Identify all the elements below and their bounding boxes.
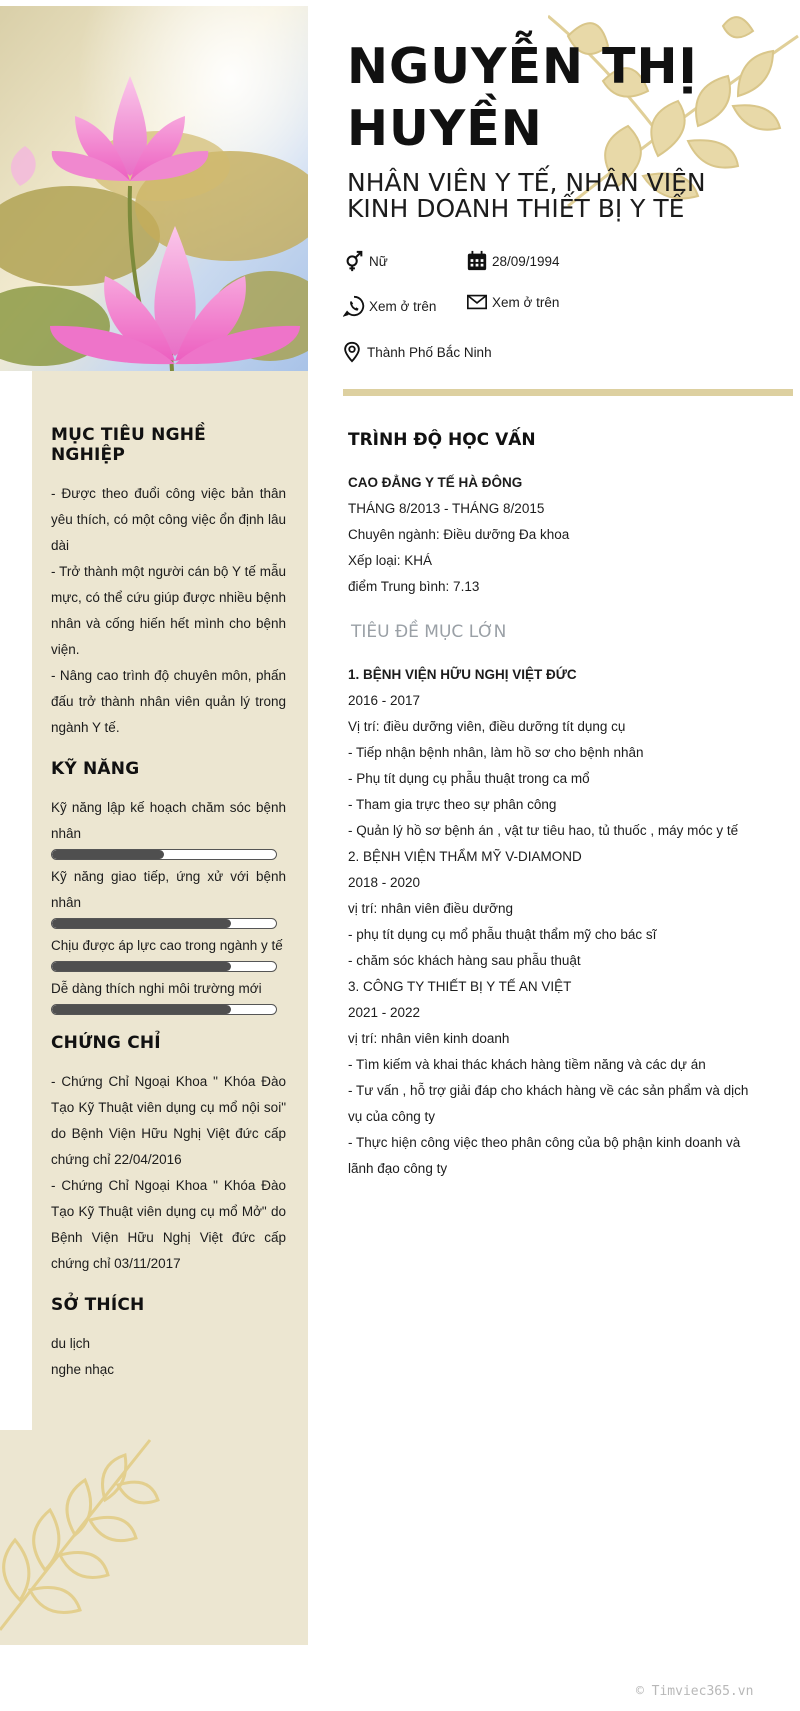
experience-line: 2021 - 2022 bbox=[348, 1005, 421, 1020]
experience-line: - Tư vấn , hỗ trợ giải đáp cho khách hàng về các sản phẩm và dịch vụ của công ty bbox=[348, 1083, 749, 1124]
skill-item bbox=[51, 795, 286, 860]
education-line: Chuyên ngành: Điều dưỡng Đa khoa bbox=[348, 527, 570, 542]
main-content bbox=[348, 430, 763, 1182]
skills-section bbox=[51, 759, 286, 1015]
name-line-2: HUYỀN bbox=[347, 100, 543, 157]
certificates-title: CHỨNG CHỈ bbox=[51, 1033, 161, 1053]
education-line: THÁNG 8/2013 - THÁNG 8/2015 bbox=[348, 501, 545, 516]
experience-title: TIÊU ĐỀ MỤC LỚN bbox=[351, 622, 507, 642]
experience-line: 2016 - 2017 bbox=[348, 693, 421, 708]
hobbies-title: SỞ THÍCH bbox=[51, 1295, 145, 1315]
education-line: điểm Trung bình: 7.13 bbox=[348, 579, 480, 594]
career-item: - Nâng cao trình độ chuyên môn, phấn đấu trở thành nhân viên quản lý trong ngành Y tế. bbox=[51, 668, 286, 735]
experience-line: vị trí: nhân viên kinh doanh bbox=[348, 1031, 510, 1046]
experience-line: - Quản lý hồ sơ bệnh án , vật tư tiêu hao, tủ thuốc , máy móc y tế bbox=[348, 823, 739, 838]
experience-line: - phụ tít dụng cụ mổ phẫu thuật thẩm mỹ cho bác sĩ bbox=[348, 927, 657, 942]
candidate-name bbox=[347, 36, 787, 160]
certificates-section bbox=[51, 1033, 286, 1277]
lotus-image bbox=[0, 6, 308, 371]
experience-line: Vị trí: điều dưỡng viên, điều dưỡng tít dụng cụ bbox=[348, 719, 626, 734]
phone-value: Xem ở trên bbox=[369, 298, 437, 314]
leaf-branch-icon bbox=[0, 1430, 308, 1645]
address-value: Thành Phố Bắc Ninh bbox=[367, 344, 492, 360]
info-email bbox=[466, 291, 559, 313]
hobby-item: du lịch bbox=[51, 1336, 91, 1351]
skill-name: Kỹ năng giao tiếp, ứng xử với bệnh nhân bbox=[51, 869, 286, 910]
experience-line: - chăm sóc khách hàng sau phẫu thuật bbox=[348, 953, 581, 968]
education-section bbox=[348, 430, 763, 600]
location-pin-icon bbox=[341, 341, 363, 363]
skill-bar bbox=[51, 1004, 277, 1015]
info-phone bbox=[343, 295, 436, 317]
info-birthday bbox=[466, 250, 560, 272]
email-value: Xem ở trên bbox=[492, 294, 560, 310]
skill-bar bbox=[51, 918, 277, 929]
job-title bbox=[347, 170, 787, 222]
skill-name: Dễ dàng thích nghi môi trường mới bbox=[51, 981, 262, 996]
experience-lines bbox=[348, 688, 763, 1182]
sidebar-bottom-decoration bbox=[0, 1430, 308, 1645]
mail-icon bbox=[466, 291, 488, 313]
education-school: CAO ĐẲNG Y TẾ HÀ ĐÔNG bbox=[348, 475, 523, 490]
name-line-1: NGUYỄN THỊ bbox=[347, 38, 698, 95]
hobby-item: nghe nhạc bbox=[51, 1362, 115, 1377]
experience-section bbox=[348, 622, 763, 1182]
experience-line: 2. BỆNH VIỆN THẨM MỸ V-DIAMOND bbox=[348, 849, 582, 864]
skill-bar bbox=[51, 961, 277, 972]
info-address bbox=[341, 341, 492, 363]
info-gender bbox=[343, 250, 388, 272]
skill-item bbox=[51, 976, 286, 1015]
job-title-line-2: KINH DOANH THIẾT BỊ Y TẾ bbox=[347, 194, 685, 223]
skill-bar-fill bbox=[52, 962, 231, 971]
experience-line: - Tiếp nhận bệnh nhân, làm hồ sơ cho bệnh nhân bbox=[348, 745, 644, 760]
hobbies-section bbox=[51, 1295, 286, 1383]
birthday-value: 28/09/1994 bbox=[492, 253, 560, 269]
certificate-item: - Chứng Chỉ Ngoại Khoa " Khóa Đào Tạo Kỹ Thuật viên dụng cụ mổ Mở" do Bệnh Viện Hữu Nghị Việt đức cấp chứng chỉ 03/11/2017 bbox=[51, 1178, 286, 1271]
experience-heading: 1. BỆNH VIỆN HỮU NGHỊ VIỆT ĐỨC bbox=[348, 667, 577, 682]
gender-value: Nữ bbox=[369, 253, 388, 269]
skill-item bbox=[51, 864, 286, 929]
profile-photo bbox=[0, 6, 308, 371]
calendar-icon bbox=[466, 250, 488, 272]
skills-title: KỸ NĂNG bbox=[51, 759, 140, 779]
experience-line: - Tìm kiếm và khai thác khách hàng tiềm năng và các dự án bbox=[348, 1057, 706, 1072]
experience-line: - Phụ tít dụng cụ phẫu thuật trong ca mổ bbox=[348, 771, 590, 786]
career-section bbox=[51, 425, 286, 741]
skill-bar-fill bbox=[52, 1005, 231, 1014]
education-line: Xếp loại: KHÁ bbox=[348, 553, 433, 568]
sidebar-content bbox=[51, 425, 286, 1401]
skill-bar-fill bbox=[52, 919, 231, 928]
career-item: - Trở thành một người cán bộ Y tế mẫu mực, có thể cứu giúp được nhiều bệnh nhân và cống hiến hết mình cho bệnh viện. bbox=[51, 564, 286, 657]
experience-line: 3. CÔNG TY THIẾT BỊ Y TẾ AN VIỆT bbox=[348, 979, 572, 994]
certificate-item: - Chứng Chỉ Ngoại Khoa " Khóa Đào Tạo Kỹ Thuật viên dụng cụ mổ nội soi" do Bệnh Viện Hữu Nghị Việt đức cấp chứng chỉ 22/04/2016 bbox=[51, 1074, 286, 1167]
header-divider bbox=[343, 389, 793, 396]
job-title-line-1: NHÂN VIÊN Y TẾ, NHÂN VIÊN bbox=[347, 168, 706, 197]
experience-line: - Thực hiện công việc theo phân công của bộ phận kinh doanh và lãnh đạo công ty bbox=[348, 1135, 741, 1176]
gender-icon bbox=[343, 250, 365, 272]
career-item: - Được theo đuổi công việc bản thân yêu thích, có một công việc ổn định lâu dài bbox=[51, 486, 286, 553]
experience-line: 2018 - 2020 bbox=[348, 875, 421, 890]
skill-bar-fill bbox=[52, 850, 164, 859]
skill-name: Chịu được áp lực cao trong ngành y tế bbox=[51, 938, 283, 953]
career-title: MỤC TIÊU NGHỀ NGHIỆP bbox=[51, 425, 206, 465]
whatsapp-icon bbox=[343, 295, 365, 317]
skill-name: Kỹ năng lập kế hoạch chăm sóc bệnh nhân bbox=[51, 800, 286, 841]
education-title: TRÌNH ĐỘ HỌC VẤN bbox=[348, 430, 536, 450]
experience-line: vị trí: nhân viên điều dưỡng bbox=[348, 901, 513, 916]
skill-item bbox=[51, 933, 286, 972]
footer-watermark: © Timviec365.vn bbox=[636, 1684, 754, 1699]
experience-line: - Tham gia trực theo sự phân công bbox=[348, 797, 557, 812]
skill-bar bbox=[51, 849, 277, 860]
